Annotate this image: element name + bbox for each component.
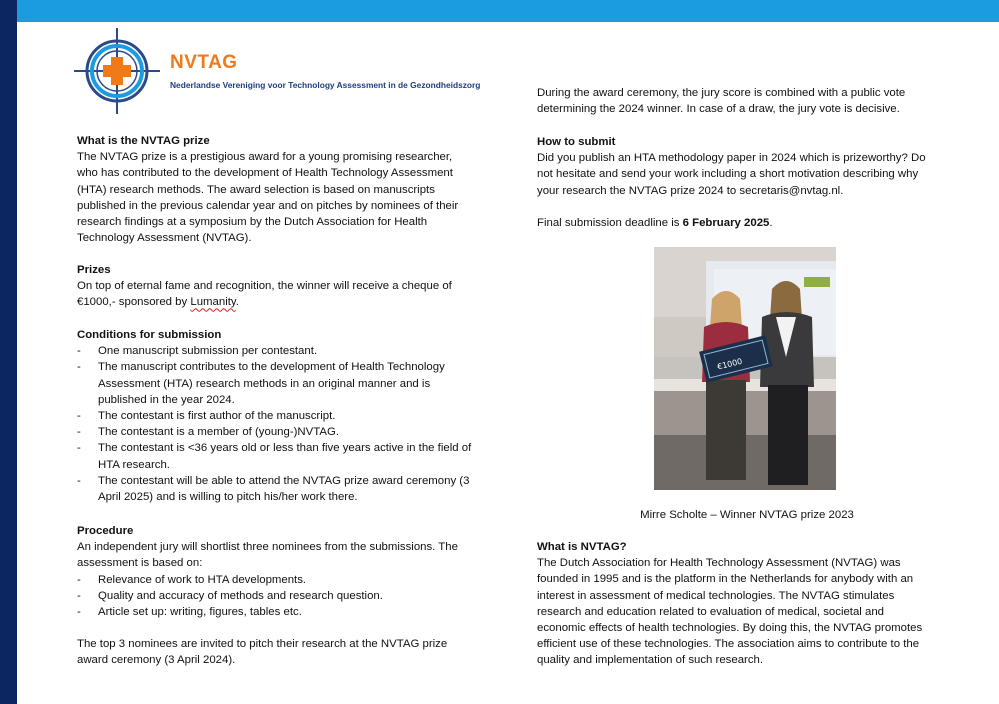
list-item: [77, 473, 507, 505]
deadline-date: 6 February 2025: [682, 217, 770, 229]
item-text: The contestant is a member of (young-)NVTAG.: [98, 426, 339, 439]
list-item: [77, 408, 507, 424]
item-text: The manuscript contributes to the development of Health Technology: [98, 361, 445, 374]
text-line: During the award ceremony, the jury score is combined with a public vote: [537, 87, 906, 99]
heading-conditions: Conditions for submission: [77, 329, 222, 341]
list-item: [77, 440, 507, 472]
dash-bullet: -: [77, 474, 81, 487]
dash-bullet: -: [77, 589, 81, 602]
text-line: On top of eternal fame and recognition, the winner will receive a cheque of: [77, 280, 452, 293]
item-text: One manuscript submission per contestant.: [98, 345, 318, 358]
winner-photo: [654, 247, 836, 490]
section-ceremony: [537, 85, 957, 117]
winner-photo-illustration: [654, 247, 836, 490]
item-text: Quality and accuracy of methods and research question.: [98, 589, 383, 602]
item-text: Relevance of work to HTA developments.: [98, 573, 307, 586]
list-item: [77, 588, 507, 604]
text-line: quality and implementation of such research.: [537, 654, 764, 667]
item-text: published in the year 2024.: [98, 393, 235, 406]
logo-brand-text: NVTAG: [170, 52, 238, 73]
logo-subtitle: Nederlandse Vereniging voor Technology Assessment in de Gezondheidszorg: [170, 80, 481, 90]
sponsor-name: Lumanity: [190, 296, 236, 309]
dash-bullet: -: [77, 345, 81, 358]
heading-prizes: Prizes: [77, 264, 111, 276]
text-line: The NVTAG prize is a prestigious award for a young promising researcher,: [77, 151, 453, 164]
crosshair-logo-icon: [74, 28, 160, 114]
text-line: An independent jury will shortlist three nominees from the submissions. The: [77, 541, 458, 554]
section-prizes: [77, 262, 507, 311]
text-line: founded in 1995 and is the platform in the Netherlands for anybody with an: [537, 573, 914, 586]
text-line: economic effects of health technologies. By doing this, the NVTAG promotes: [537, 622, 923, 635]
deadline-prefix: Final submission deadline is: [537, 217, 683, 229]
list-item: [77, 359, 507, 408]
text-line: your research the NVTAG prize 2024 to secretaris@nvtag.nl.: [537, 184, 844, 197]
text-line: The Dutch Association for Health Technology Assessment (NVTAG) was: [537, 557, 901, 570]
text-line: Technology Assessment (NVTAG).: [77, 232, 252, 245]
cheque-amount: €1000: [716, 356, 744, 372]
item-text: The contestant will be able to attend the NVTAG prize award ceremony (3: [98, 474, 470, 487]
text-line: Did you publish an HTA methodology paper in 2024 which is prizeworthy? Do: [537, 152, 926, 165]
text-line: efficient use of these technologies. The association aims to contribute to the: [537, 638, 920, 651]
text-line: interest in assessment of medical technologies. The NVTAG stimulates: [537, 589, 895, 602]
item-text: Article set up: writing, figures, tables etc.: [98, 606, 302, 619]
text-line: who has contributed to the development of Health Technology Assessment: [77, 167, 453, 180]
list-item: [77, 343, 507, 359]
section-what-is-nvtag: [537, 539, 957, 669]
text-line: not hesitate and send your work including a short motivation describing why: [537, 168, 919, 181]
heading-what-is-prize: What is the NVTAG prize: [77, 135, 210, 147]
list-item: [77, 424, 507, 440]
prize-amount-text: €1000,- sponsored by: [77, 296, 191, 309]
text-line: research findings at a symposium by the Dutch Association for Health: [77, 216, 428, 229]
dash-bullet: -: [77, 573, 81, 586]
item-text: The contestant is first author of the manuscript.: [98, 410, 336, 423]
text-line: assessment is based on:: [77, 557, 203, 570]
dash-bullet: -: [77, 606, 81, 619]
period: .: [235, 296, 239, 309]
text-line: [77, 294, 507, 310]
procedure-list: [77, 572, 507, 621]
text-line: award ceremony (3 April 2024).: [77, 654, 236, 667]
heading-how-to-submit: How to submit: [537, 136, 616, 148]
left-border-bar: [0, 0, 17, 704]
section-procedure-closing: [77, 636, 507, 668]
dash-bullet: -: [77, 410, 81, 423]
text-line: (HTA) research methods. The award selection is based on manuscripts: [77, 183, 435, 196]
text-line: determining the 2024 winner. In case of a draw, the jury vote is decisive.: [537, 103, 900, 116]
text-line: published in the previous calendar year and on pitches by nominees of their: [77, 199, 459, 212]
period: .: [769, 217, 773, 229]
top-border-bar: [17, 0, 999, 22]
item-text: The contestant is <36 years old or less than five years active in the field of: [98, 442, 472, 455]
text-line: research and education related to evaluation of medical, societal and: [537, 605, 885, 618]
item-text: Assessment (HTA) research methods in an original manner and is: [98, 377, 431, 390]
section-procedure: [77, 523, 507, 620]
item-text: April 2025) and is willing to pitch his/her work there.: [98, 491, 358, 504]
section-how-to-submit: [537, 134, 957, 199]
section-what-is-prize: [77, 133, 507, 246]
text-line: The top 3 nominees are invited to pitch their research at the NVTAG prize: [77, 638, 448, 650]
section-conditions: [77, 327, 507, 505]
conditions-list: [77, 343, 507, 505]
heading-procedure: Procedure: [77, 525, 134, 537]
deadline-line: [537, 215, 957, 231]
dash-bullet: -: [77, 426, 81, 439]
section-deadline: [537, 215, 957, 231]
heading-what-is-nvtag: What is NVTAG?: [537, 541, 627, 553]
photo-caption: Mirre Scholte – Winner NVTAG prize 2023: [640, 509, 854, 521]
dash-bullet: -: [77, 442, 81, 455]
list-item: [77, 572, 507, 588]
item-text: HTA research.: [98, 458, 170, 471]
nvtag-logo: [74, 28, 494, 114]
list-item: [77, 604, 507, 620]
dash-bullet: -: [77, 361, 81, 374]
